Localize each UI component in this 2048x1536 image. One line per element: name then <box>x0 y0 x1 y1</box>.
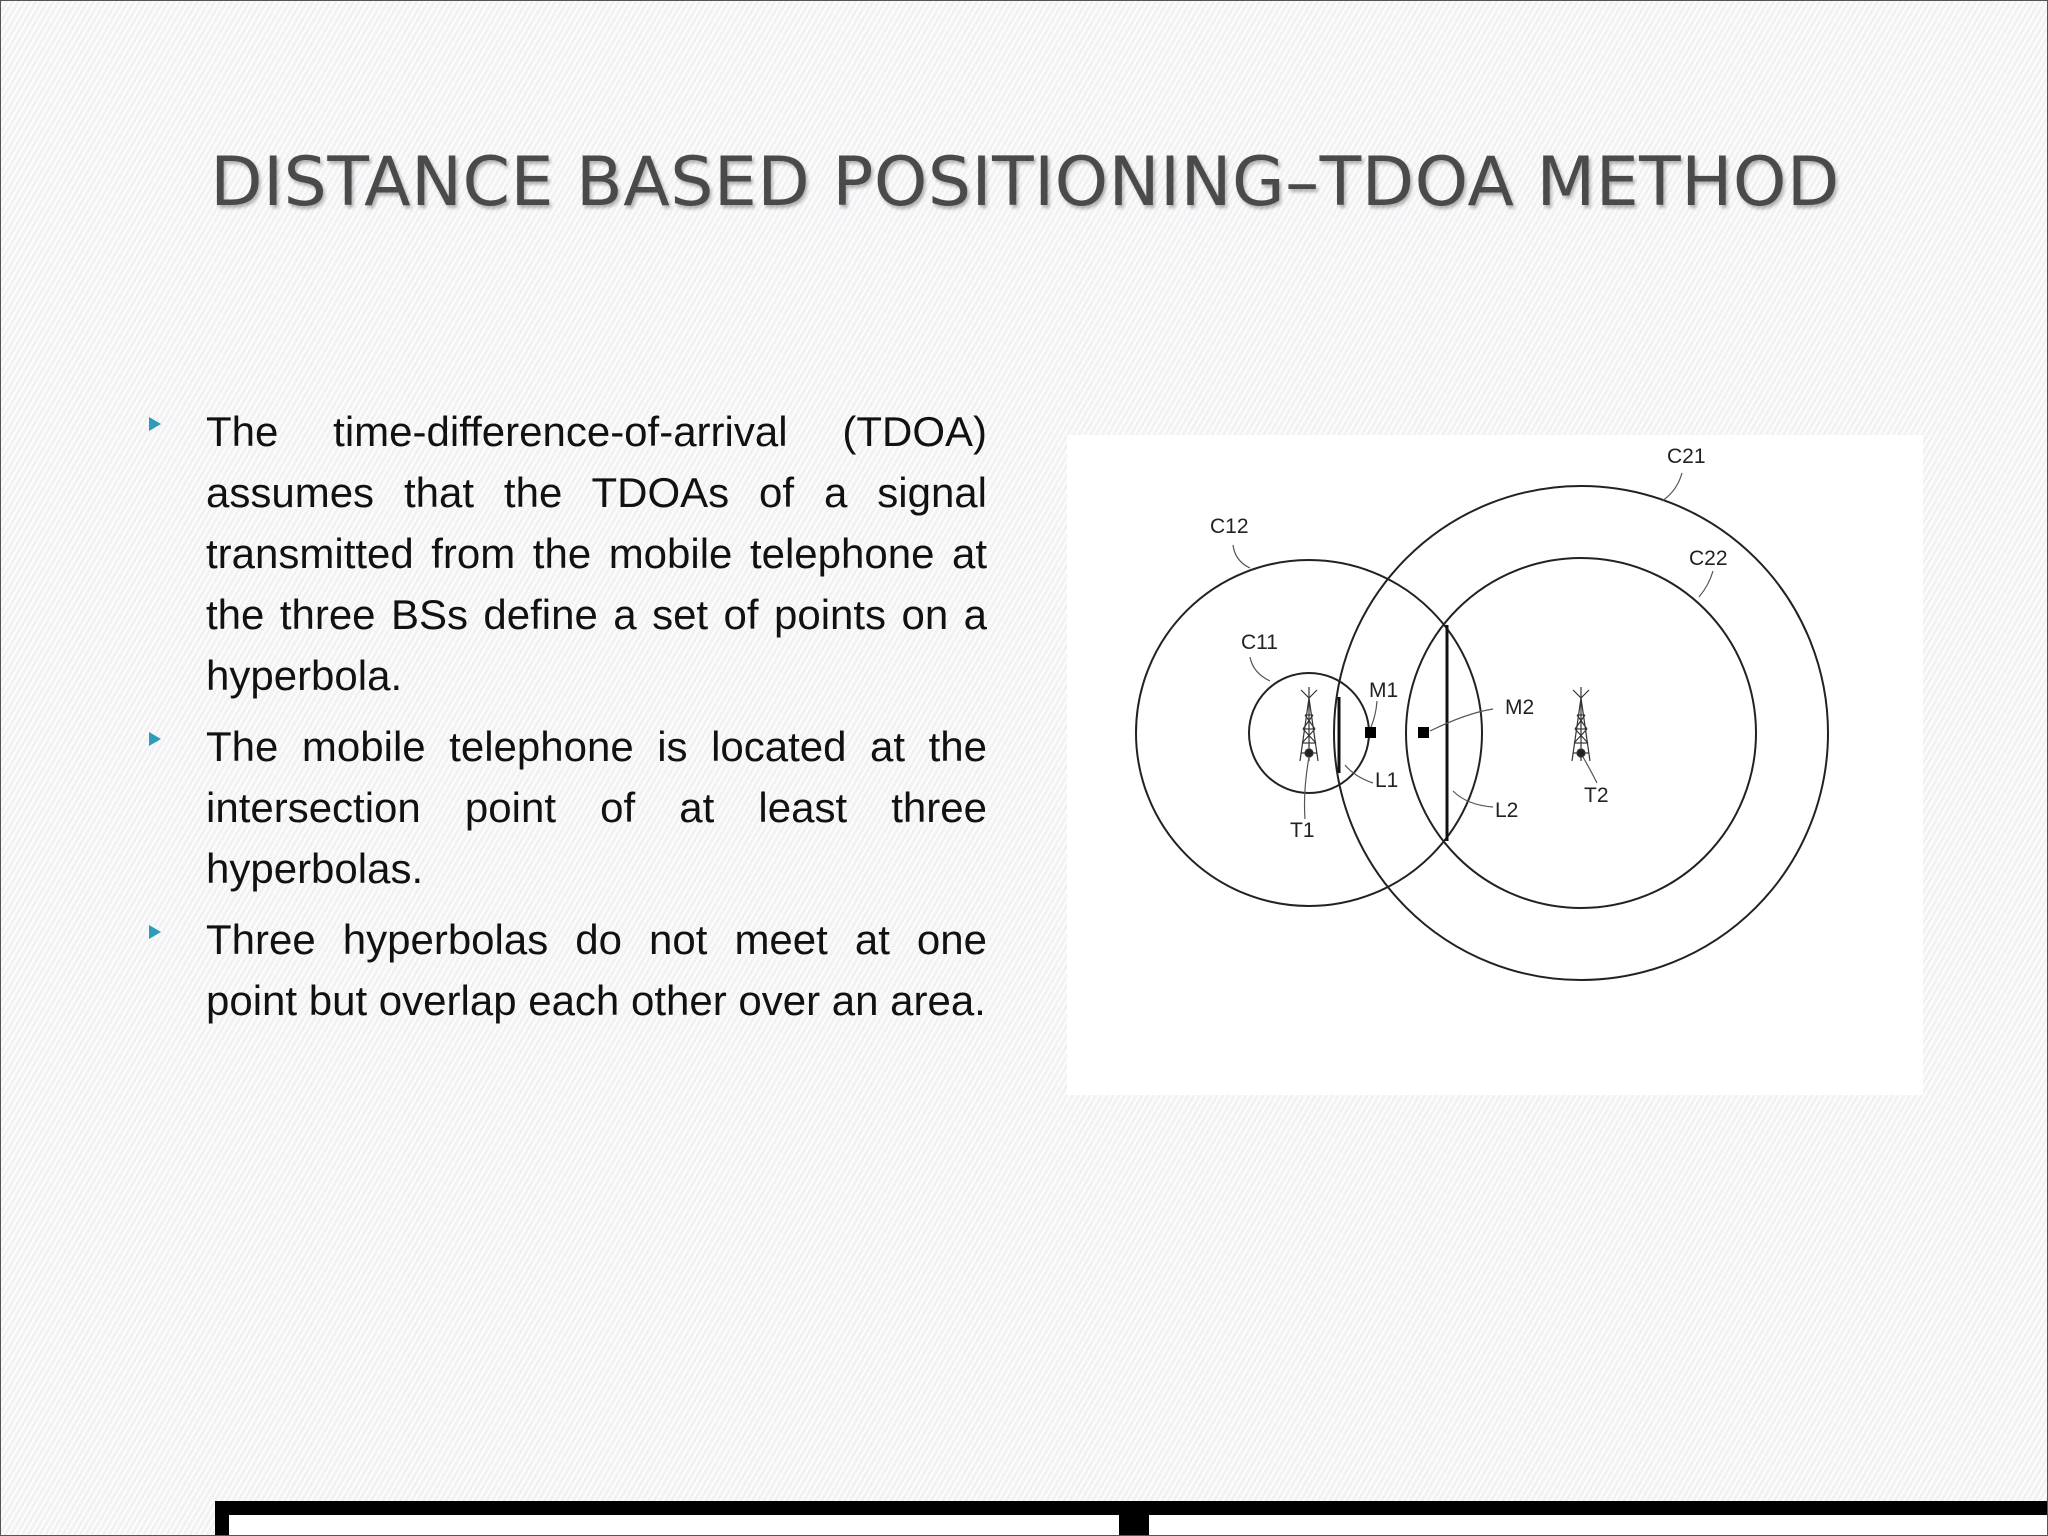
leader-lines <box>1233 473 1713 819</box>
bullet-item <box>149 909 987 1031</box>
label-m2: M2 <box>1505 696 1535 719</box>
tdoa-diagram-svg <box>1067 435 1923 1095</box>
label-t2: T2 <box>1584 784 1609 807</box>
label-l1: L1 <box>1375 769 1399 792</box>
bullet-arrow-icon <box>149 417 161 431</box>
bullet-item <box>149 716 987 899</box>
bullet-arrow-icon <box>149 925 161 939</box>
label-c11: C11 <box>1241 631 1278 654</box>
leader-c12 <box>1233 545 1250 568</box>
bottom-frame-left-box <box>229 1515 1119 1536</box>
label-m1: M1 <box>1369 679 1399 702</box>
tdoa-diagram <box>1067 435 1923 1095</box>
bullet-item <box>149 401 987 706</box>
bottom-frame-divider <box>1127 1501 1141 1536</box>
label-c22: C22 <box>1689 547 1728 570</box>
leader-c22 <box>1699 571 1713 597</box>
radio-tower-icon <box>1300 687 1318 761</box>
leader-m1 <box>1371 701 1377 727</box>
leader-c11 <box>1250 657 1270 681</box>
label-c21: C21 <box>1667 445 1706 468</box>
marker-m2 <box>1418 727 1429 738</box>
bullet-text: Three hyperbolas do not meet at one point but overlap each other over an area. <box>206 916 987 1024</box>
leader-t1 <box>1305 757 1310 819</box>
label-t1: T1 <box>1290 819 1315 842</box>
label-c12: C12 <box>1210 515 1249 538</box>
bullet-list <box>149 401 987 1041</box>
bottom-frame-right-box <box>1149 1515 2048 1536</box>
slide-title: DISTANCE BASED POSITIONING–TDOA METHOD <box>210 143 1840 222</box>
leader-c21 <box>1662 473 1682 501</box>
leader-l2 <box>1453 791 1493 807</box>
bullet-text: The mobile telephone is located at the intersection point of at least three hyperbolas. <box>206 723 987 892</box>
bullet-arrow-icon <box>149 732 161 746</box>
label-l2: L2 <box>1495 799 1519 822</box>
marker-m1 <box>1365 727 1376 738</box>
bullet-text: The time-difference-of-arrival (TDOA) assumes that the TDOAs of a signal transmitted from the mobile telephone at the three BSs define a set of points on a hyperbola. <box>206 408 987 699</box>
radio-tower-icon <box>1572 687 1590 761</box>
leader-m2 <box>1430 709 1493 731</box>
